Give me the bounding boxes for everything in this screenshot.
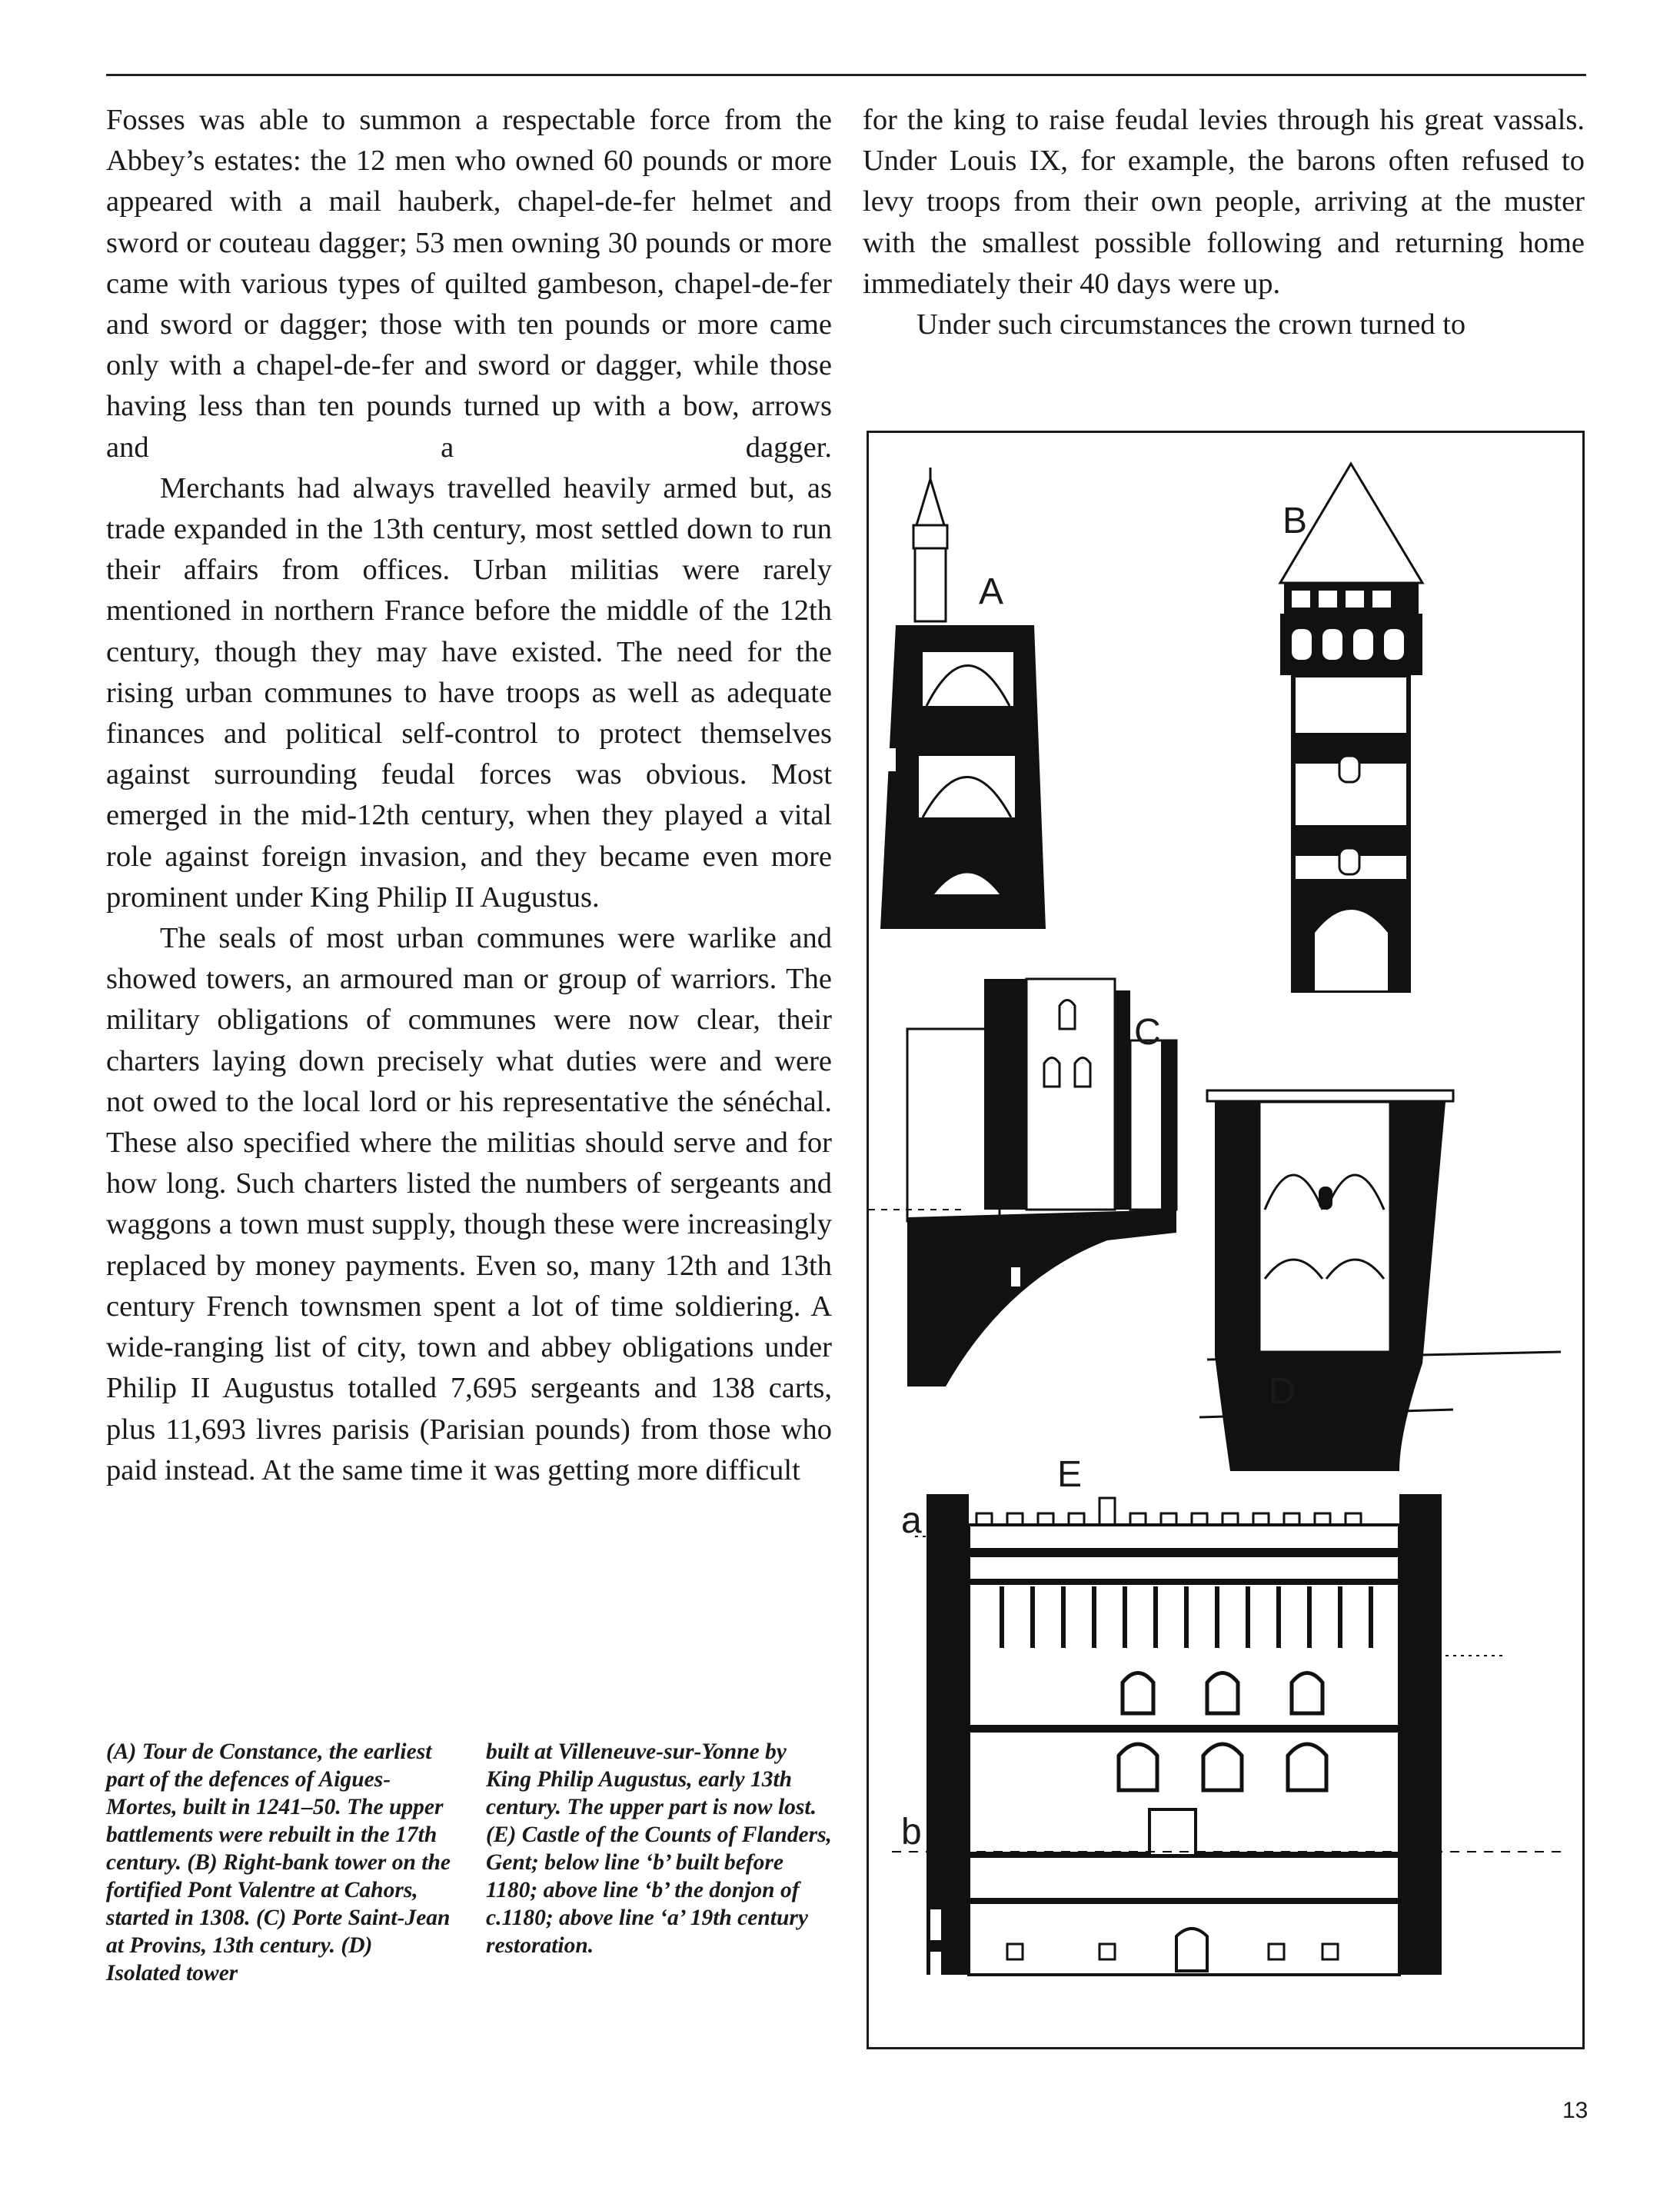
drawing-porte-saint-jean	[869, 979, 1176, 1386]
drawing-villeneuve-tower	[1199, 1090, 1561, 1471]
left-text-column	[106, 100, 832, 1491]
paragraph-1: Fosses was able to summon a respectable force from the Abbey’s estates: the 12 men who owned 60 pounds or more appeared with a mail hauberk, chapel-de-fer helmet and sword or couteau dagger; 53 men owning 30 pounds or more came with various types of quilted gambeson, chapel-de-fer and sword or dagger; those with ten pounds or more came only with a chapel-de-fer and sword or dagger, while those having less than ten pounds turned up with a bow, arrows and a dagger.	[106, 104, 832, 464]
architectural-figure	[867, 431, 1585, 2049]
figure-label-d: D	[1269, 1371, 1296, 1412]
drawing-pont-valentre-tower	[1280, 464, 1422, 990]
drawing-tour-de-constance	[880, 468, 1046, 929]
figure-label-c: C	[1134, 1012, 1161, 1053]
paragraph-5: Under such circumstances the crown turned to	[917, 308, 1466, 341]
figure-caption-part-2: built at Villeneuve-sur-Yonne by King Philip Augustus, early 13th century. The upper part is now lost. (E) Castle of the Counts of Flanders, Gent; below line ‘b’ built before 1180; above line ‘b’ the donjon of c.1180; above line ‘a’ 19th century restoration.	[486, 1739, 832, 1958]
page-number: 13	[1562, 2098, 1589, 2123]
drawing-castle-of-counts-of-flanders	[892, 1494, 1561, 1975]
figure-caption-part-1: (A) Tour de Constance, the earliest part of the defences of Aigues-Mortes, built in 1241–50. The upper battlements were rebuilt in the 17th century. (B) Right-bank tower on the fortified Pont Valentre at Cahors, started in 1308. (C) Porte Saint-Jean at Provins, 13th century. (D) Isolated tower	[106, 1739, 451, 1986]
figure-label-e: E	[1057, 1454, 1083, 1495]
line-label-b: b	[901, 1812, 922, 1852]
paragraph-2: Merchants had always travelled heavily armed but, as trade expanded in the 13th century, most settled down to run their affairs from offices. Urban militias were rarely mentioned in northern France before the middle of the 12th century, though they may have existed. The need for the rising urban communes to have troops as well as adequate finances and political self-control to protect themselves against surrounding feudal forces was obvious. Most emerged in the mid-12th century, when they played a vital role against foreign invasion, and they became even more prominent under King Philip II Augustus.	[106, 471, 832, 914]
paragraph-4: for the king to raise feudal levies through his great vassals. Under Louis IX, for example, the barons often refused to levy troops from their own people, arriving at the muster with the smallest possible following and returning home immediately their 40 days were up.	[863, 104, 1585, 300]
right-text-column	[863, 100, 1585, 345]
figure-label-b: B	[1282, 501, 1308, 541]
figure-label-a: A	[979, 571, 1004, 612]
line-label-a: a	[901, 1500, 922, 1541]
top-rule	[106, 74, 1586, 76]
paragraph-3: The seals of most urban communes were warlike and showed towers, an armoured man or group of warriors. The military obligations of communes were now clear, their charters laying down precisely what duties were and were not owed to the local lord or his representative the sénéchal. These also specified where the militias should serve and for how long. Such charters listed the numbers of sergeants and waggons a town must supply, though these were increasingly replaced by money payments. Even so, many 12th and 13th century French townsmen spent a lot of time soldiering. A wide-ranging list of city, town and abbey obligations under Philip II Augustus totalled 7,695 sergeants and 138 carts, plus 11,693 livres parisis (Parisian pounds) from those who paid instead. At the same time it was getting more difficult	[106, 922, 832, 1486]
